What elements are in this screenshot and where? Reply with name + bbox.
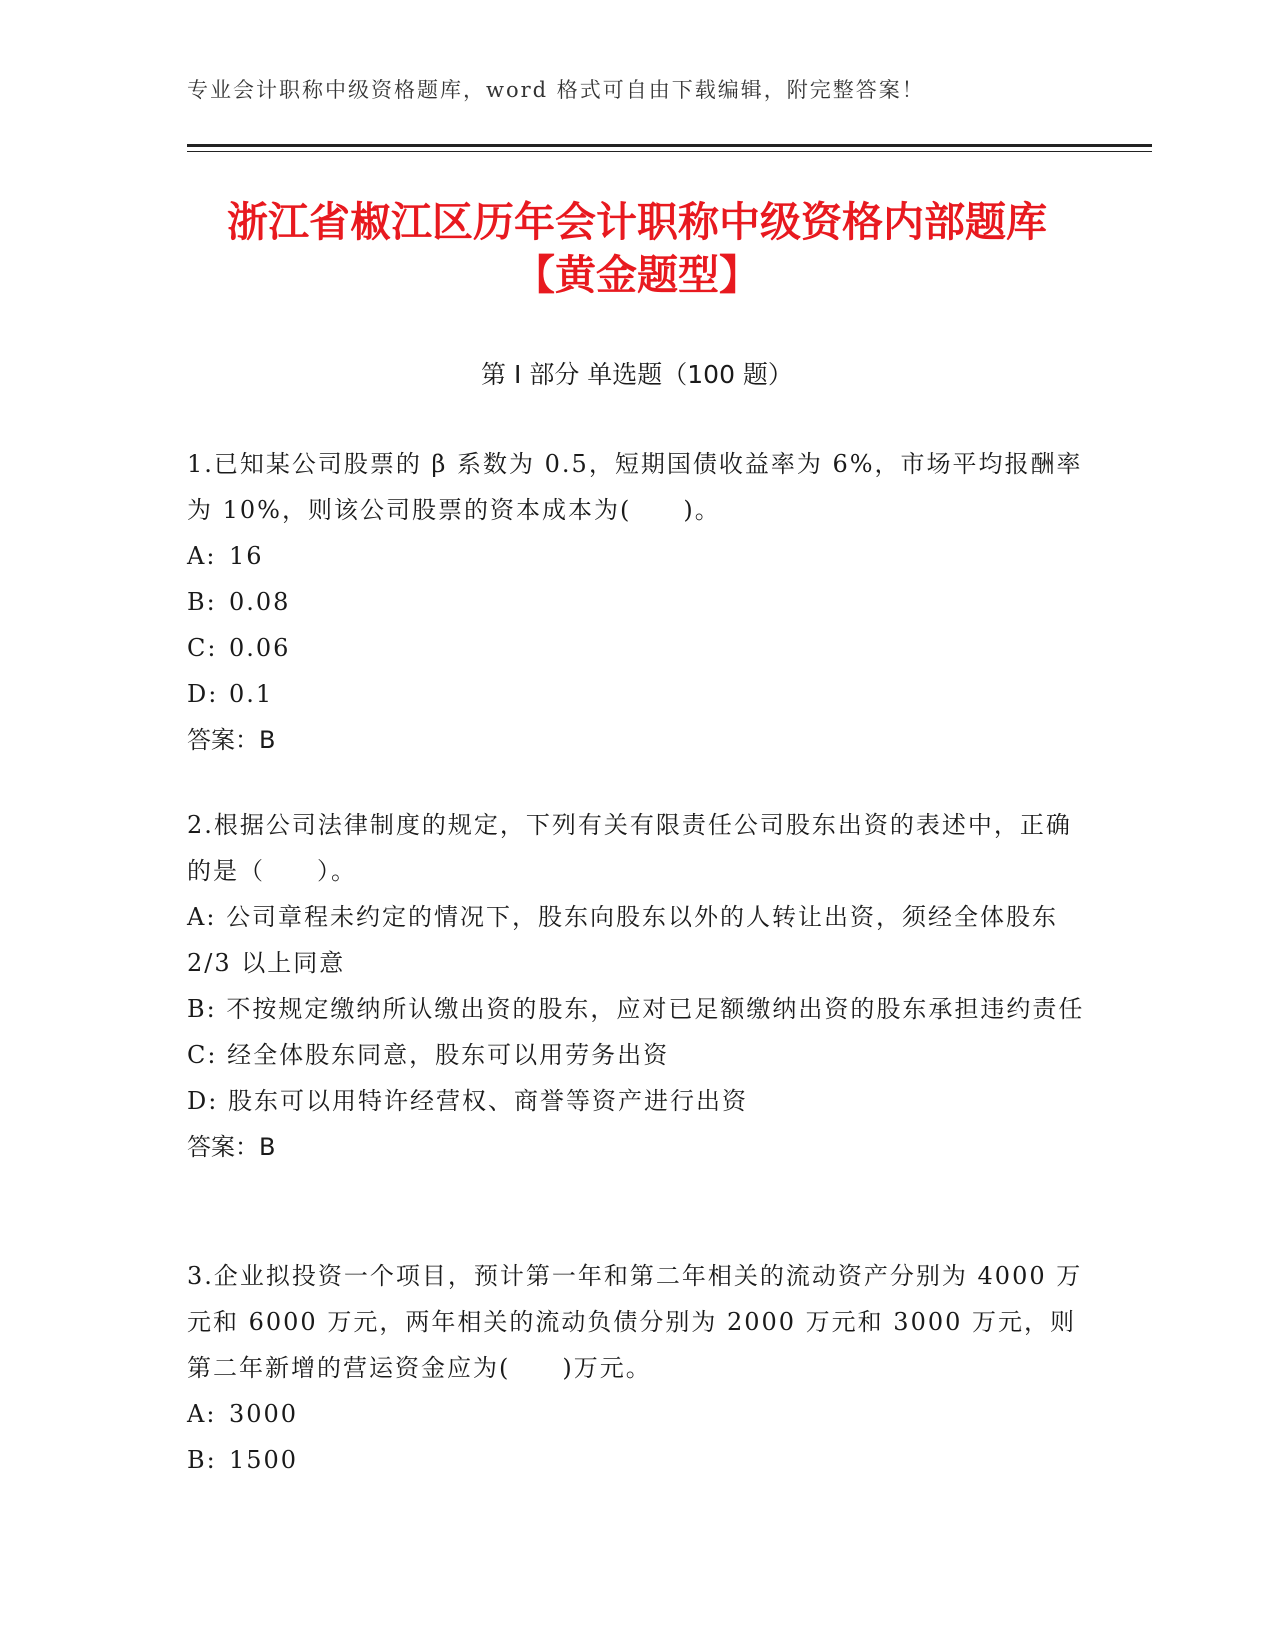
header-divider-thin [187,151,1152,152]
option-key: B: [187,995,217,1023]
option-key: B: [187,588,217,616]
option-key: C: [187,1041,218,1069]
option-key: B: [187,1446,217,1474]
option-key: A: [187,1400,217,1428]
option-key: D: [187,1087,219,1115]
question-stem: 2.根据公司法律制度的规定，下列有关有限责任公司股东出资的表述中，正确的是（ ）。 [187,811,1072,885]
option-d [187,671,1087,717]
answer-label: 答案： [187,1133,259,1161]
answer-line [187,717,1087,763]
header-note: 专业会计职称中级资格题库，word 格式可自由下载编辑，附完整答案！ [187,78,925,102]
option-a [187,533,1087,579]
option-text: 3000 [229,1400,299,1428]
option-key: A: [187,542,217,570]
option-b [187,1437,1087,1483]
option-d [187,1078,1087,1124]
question-stem: 3.企业拟投资一个项目，预计第一年和第二年相关的流动资产分别为 4000 万元和 6000 万元，两年相关的流动负债分别为 2000 万元和 3000 万元，则第二年新增的营运资金应为( )万元。 [187,1262,1083,1382]
option-key: A: [187,903,217,931]
answer-value: B [259,726,276,754]
option-text: 1500 [229,1446,299,1474]
document-title: 浙江省椒江区历年会计职称中级资格内部题库【黄金题型】 [227,198,1047,299]
option-c [187,625,1087,671]
question-3 [187,1253,1087,1483]
option-text: 0.1 [229,680,274,708]
option-text: 公司章程未约定的情况下，股东向股东以外的人转让出资，须经全体股东 2/3 以上同意 [187,903,1059,977]
question-1 [187,441,1087,763]
option-key: C: [187,634,218,662]
option-text: 经全体股东同意，股东可以用劳务出资 [227,1041,670,1069]
option-text: 股东可以用特许经营权、商誉等资产进行出资 [227,1087,748,1115]
header-divider-thick [187,144,1152,147]
option-text: 16 [229,542,264,570]
option-b [187,986,1087,1032]
answer-label: 答案： [187,726,259,754]
option-a [187,1391,1087,1437]
question-stem: 1.已知某公司股票的 β 系数为 0.5，短期国债收益率为 6%，市场平均报酬率为 10%，则该公司股票的资本成本为( )。 [187,450,1083,524]
answer-value: B [259,1133,276,1161]
option-a [187,894,1087,986]
option-text: 0.06 [229,634,291,662]
section-title: 第 I 部分 单选题（100 题） [481,360,793,389]
option-b [187,579,1087,625]
option-key: D: [187,680,219,708]
answer-line [187,1124,1087,1170]
option-c [187,1032,1087,1078]
option-text: 0.08 [229,588,291,616]
question-2 [187,802,1087,1170]
option-text: 不按规定缴纳所认缴出资的股东，应对已足额缴纳出资的股东承担违约责任 [226,995,1085,1023]
